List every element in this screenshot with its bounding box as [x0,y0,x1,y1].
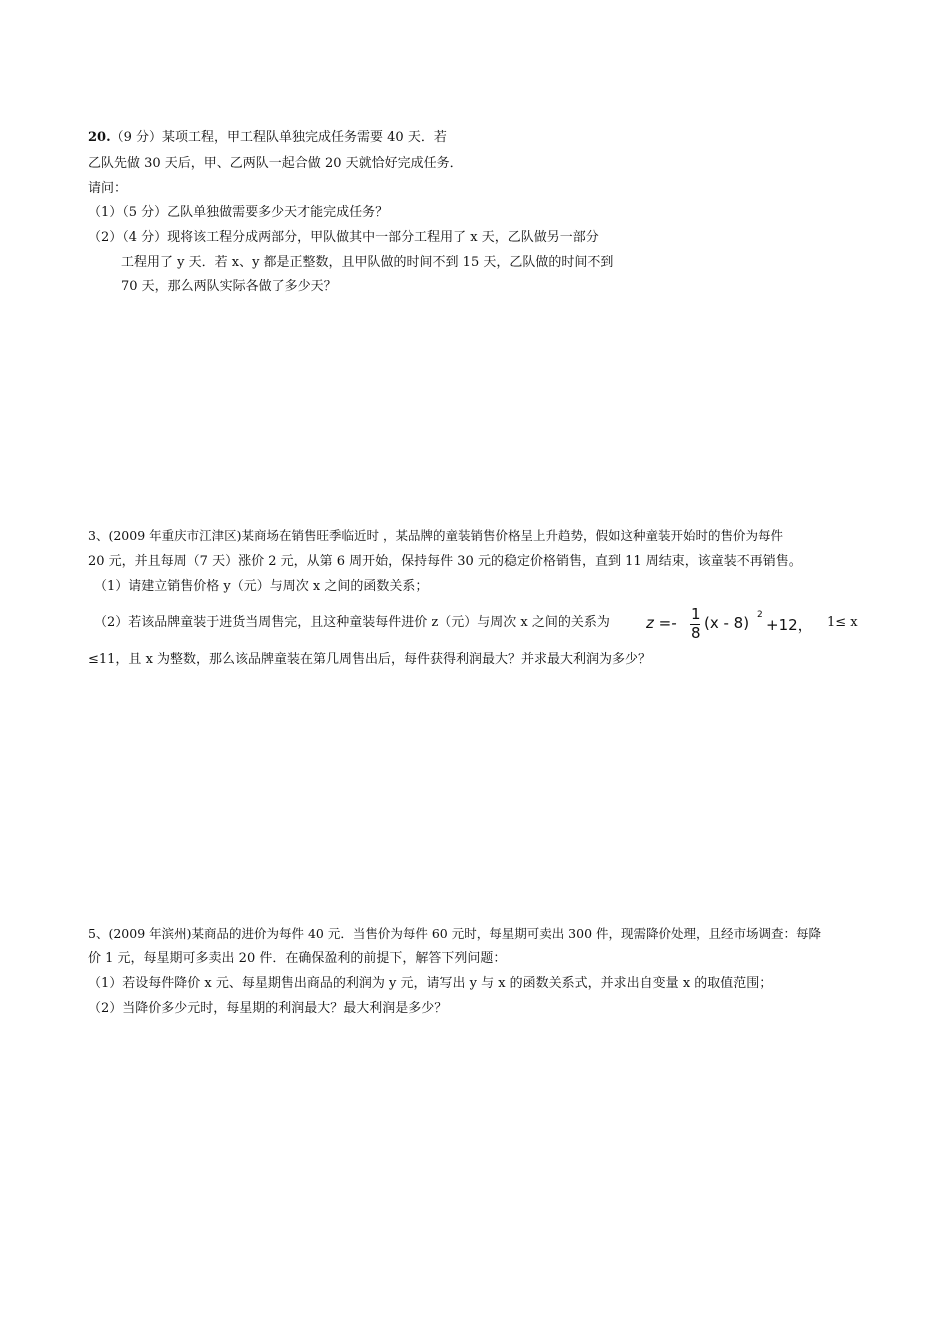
formula-tail: +12， [766,616,813,634]
problem-5-line-3: （1）若设每件降价 x 元、每星期售出商品的利润为 y 元，请写出 y 与 x 的函数关系式，并求出自变量 x 的取值范围； [88,976,773,991]
problem-20-line-6: 工程用了 y 天．若 x、y 都是正整数，且甲队做的时间不到 15 天，乙队做的时间不到 [121,255,614,270]
problem-3-line-5: ≤11，且 x 为整数，那么该品牌童装在第几周售出后，每件获得利润最大？并求最大利润为多少？ [88,652,652,667]
problem-5-line-1: 5、(2009 年滨州)某商品的进价为每件 40 元．当售价为每件 60 元时，每星期可卖出 300 件，现需降价处理，且经市场调查：每降 [88,926,822,941]
problem-20-line-4: （1）（5 分）乙队单独做需要多少天才能完成任务？ [88,205,389,220]
problem-20-line-3: 请问： [88,181,128,196]
problem-3-line-2: 20 元，并且每周（7 天）涨价 2 元，从第 6 周开始，保持每件 30 元的稳定价格销售，直到 11 周结束，该童装不再销售。 [88,554,802,569]
problem-5-line-2: 价 1 元，每星期可多卖出 20 件．在确保盈利的前提下，解答下列问题： [88,951,507,966]
problem-20-line-7: 70 天，那么两队实际各做了多少天？ [121,279,337,294]
formula-denominator: 8 [691,624,701,642]
price-formula [646,605,813,642]
problem-20-line-5: （2）（4 分）现将该工程分成两部分，甲队做其中一部分工程用了 x 天，乙队做另一部分 [88,230,599,245]
problem-3-line-3: （1）请建立销售价格 y（元）与周次 x 之间的函数关系； [94,579,429,594]
problem-20-number: 20. [88,130,111,145]
problem-5-line-4: （2）当降价多少元时，每星期的利润最大？最大利润是多少？ [88,1001,448,1016]
formula-numerator: 1 [691,605,701,623]
problem-3-line-4-tail: 1≤ x [827,615,858,630]
formula-body: (x - 8) [704,614,750,632]
problem-20-line-1 [88,129,447,147]
problem-20-line-2: 乙队先做 30 天后，甲、乙两队一起合做 20 天就恰好完成任务． [88,156,463,171]
problem-3-line-1: 3、(2009 年重庆市江津区)某商场在销售旺季临近时 ，某品牌的童装销售价格呈上升趋势，假如这种童装开始时的售价为每件 [88,528,783,543]
formula-exponent: 2 [757,610,763,620]
problem-3-line-4: （2）若该品牌童装于进货当周售完，且这种童装每件进价 z（元）与周次 x 之间的关系为 [94,615,610,630]
formula-lhs: z =- [646,614,677,632]
problem-20-line-1-text: （9 分）某项工程，甲工程队单独完成任务需要 40 天．若 [110,130,447,145]
